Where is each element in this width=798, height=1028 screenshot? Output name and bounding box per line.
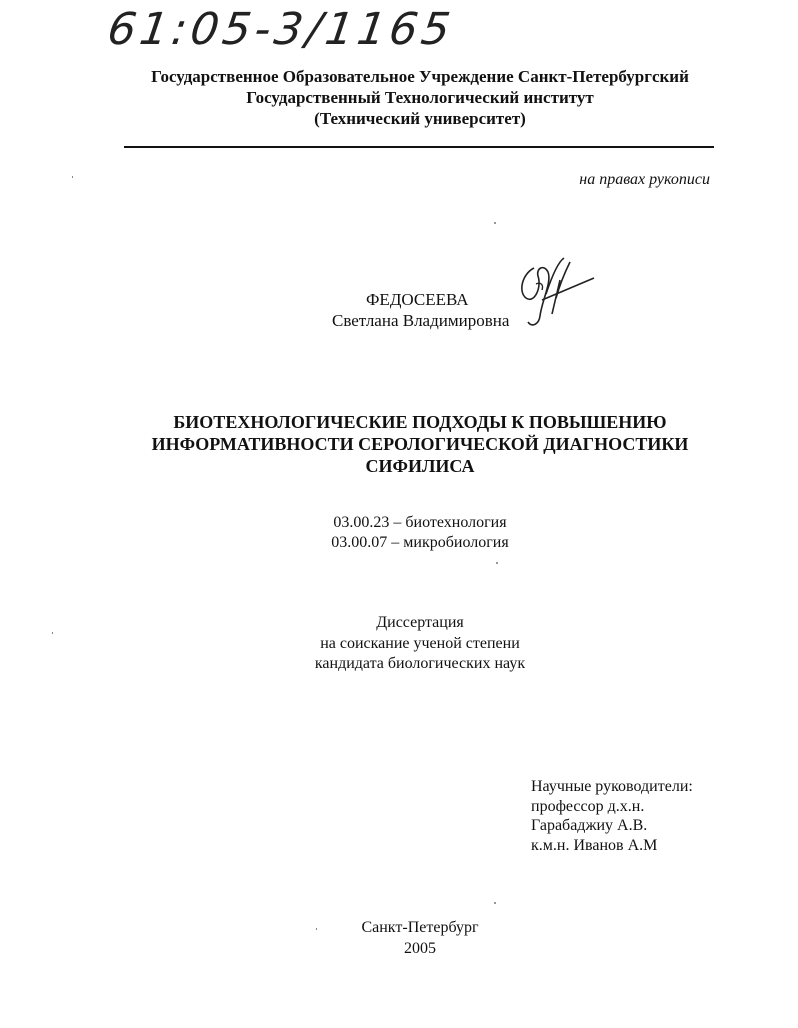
dissertation-title <box>0 411 798 477</box>
institution-line-1: Государственное Образовательное Учреждение Санкт-Петербургский <box>151 67 689 86</box>
scan-speck <box>494 902 496 904</box>
manuscript-rights-note: на правах рукописи <box>579 171 710 188</box>
scan-speck <box>316 928 317 930</box>
institution-line-3: (Технический университет) <box>314 109 526 128</box>
scan-speck <box>496 562 498 564</box>
title-line-1: БИОТЕХНОЛОГИЧЕСКИЕ ПОДХОДЫ К ПОВЫШЕНИЮ <box>173 412 667 432</box>
advisor-2: к.м.н. Иванов А.М <box>531 837 658 854</box>
dissertation-label: Диссертация <box>376 614 464 631</box>
specialty-1: 03.00.23 – биотехнология <box>333 514 507 531</box>
degree-line-2: кандидата биологических наук <box>314 655 526 672</box>
city: Санкт-Петербург <box>361 919 479 936</box>
year: 2005 <box>404 940 436 957</box>
advisor-1-name: Гарабаджиу А.В. <box>531 817 648 834</box>
advisors-heading: Научные руководители: <box>531 778 693 795</box>
specialty-2: 03.00.07 – микробиология <box>331 534 509 551</box>
author-signature <box>512 254 602 334</box>
catalog-number-handwritten: 61:05-3/1165 <box>104 4 458 55</box>
scan-speck <box>494 222 496 224</box>
title-line-2: ИНФОРМАТИВНОСТИ СЕРОЛОГИЧЕСКОЙ ДИАГНОСТИКИ <box>151 434 689 454</box>
advisor-1-title: профессор д.х.н. <box>531 798 645 815</box>
author-surname: ФЕДОСЕЕВА <box>366 290 469 309</box>
scan-speck <box>52 632 53 634</box>
author-given-names: Светлана Владимировна <box>332 311 510 330</box>
degree-line-1: на соискание ученой степени <box>320 635 520 652</box>
title-line-3: СИФИЛИСА <box>365 456 475 476</box>
header-divider <box>124 146 714 148</box>
institution-line-2: Государственный Технологический институт <box>246 88 594 107</box>
scan-speck <box>72 176 73 178</box>
